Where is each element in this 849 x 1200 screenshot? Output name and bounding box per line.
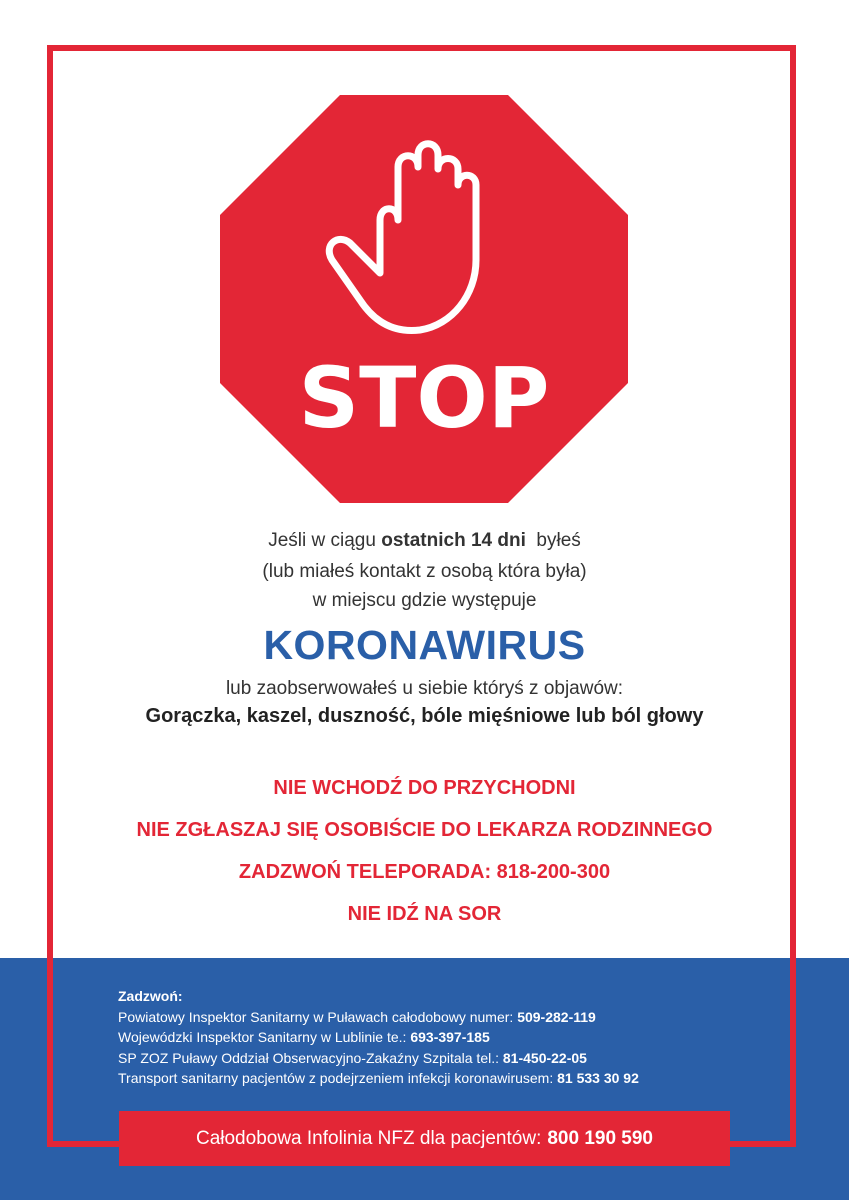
warning-no-doctor: NIE ZGŁASZAJ SIĘ OSOBIŚCIE DO LEKARZA RODZINNEGO — [136, 819, 713, 841]
symptoms-list: Gorączka, kaszel, duszność, bóle mięśniowe lub ból głowy — [145, 705, 704, 727]
phone-number: 693-397-185 — [410, 1029, 490, 1045]
contact-item: Powiatowy Inspektor Sanitarny w Puławach całodobowy numer: 509-282-119 — [118, 1008, 596, 1025]
phone-number: 509-282-119 — [517, 1008, 596, 1025]
contact-item: Wojewódzki Inspektor Sanitarny w Lublinie te.: 693-397-185 — [118, 1029, 490, 1045]
warning-no-clinic: NIE WCHODŹ DO PRZYCHODNI — [273, 777, 576, 799]
infoline-number: 800 190 590 — [547, 1127, 654, 1149]
intro-line-1: Jeśli w ciągu ostatnich 14 dni byłeś — [268, 530, 581, 551]
phone-number: 81-450-22-05 — [502, 1049, 587, 1066]
contact-item: Transport sanitarny pacjentów z podejrzeniem infekcji koronawirusem: 81 533 30 92 — [118, 1070, 639, 1086]
contacts-block — [118, 986, 639, 1089]
warning-no-sor: NIE IDŹ NA SOR — [347, 903, 502, 925]
stop-sign — [220, 95, 628, 503]
page-title: KORONAWIRUS — [263, 622, 586, 668]
intro-line-2: (lub miałeś kontakt z osobą która była) — [262, 561, 587, 582]
contacts-heading: Zadzwoń: — [118, 988, 183, 1004]
contact-item: SP ZOZ Puławy Oddział Obserwacyjno-Zakaźny Szpitala tel.: 81-450-22-05 — [118, 1049, 587, 1066]
intro-line-3: w miejscu gdzie występuje — [312, 590, 537, 611]
symptoms-intro: lub zaobserwowałeś u siebie któryś z objawów: — [225, 678, 624, 699]
infoline-label: Całodobowa Infolinia NFZ dla pacjentów: — [195, 1127, 542, 1149]
warning-call-teleporada: ZADZWOŃ TELEPORADA: 818-200-300 — [238, 861, 611, 883]
nfz-infoline-banner — [119, 1111, 730, 1166]
stop-text: STOP — [298, 349, 550, 447]
phone-number: 81 533 30 92 — [557, 1070, 639, 1086]
